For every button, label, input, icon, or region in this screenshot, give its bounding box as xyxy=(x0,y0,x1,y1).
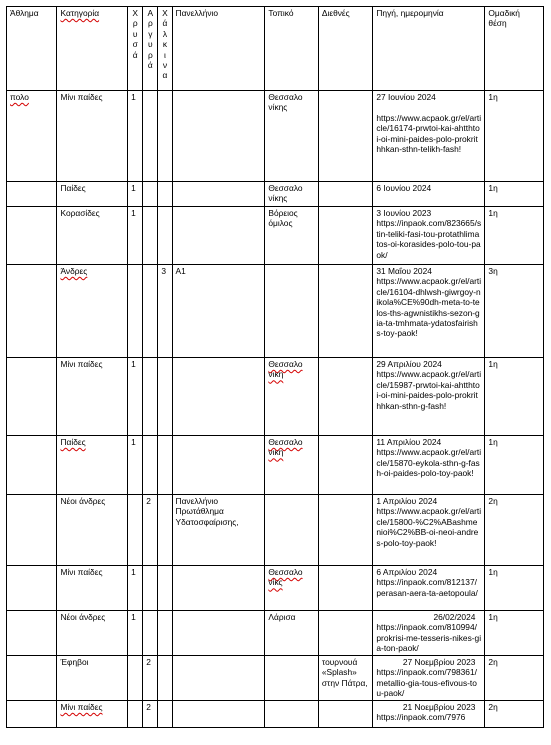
header-international: Διεθνές xyxy=(318,7,373,91)
cell-source xyxy=(373,207,485,265)
team-place-text: 1η xyxy=(488,612,498,622)
cell-gold xyxy=(128,611,143,656)
header-bronze: Χ ά λ κ ι ν α xyxy=(158,7,172,91)
cell-silver xyxy=(143,701,158,728)
cell-gold xyxy=(128,566,143,611)
cell-source xyxy=(373,265,485,358)
cell-gold xyxy=(128,91,143,182)
cell-silver xyxy=(143,91,158,182)
cell-sport xyxy=(7,611,57,656)
cell-international xyxy=(318,91,373,182)
category-text: Έφηβοι xyxy=(60,657,89,667)
cell-bronze xyxy=(158,436,172,495)
cell-team-place xyxy=(485,495,544,566)
cell-team-place xyxy=(485,91,544,182)
cell-panhellenic xyxy=(172,656,265,701)
cell-gold xyxy=(128,182,143,207)
cell-source xyxy=(373,701,485,728)
source-text: 27 Νοεμβρίου 2023 https://inpaok.com/798361/metallio-gia-tous-efivous-tou-paok/ xyxy=(376,657,477,699)
cell-category xyxy=(57,207,128,265)
header-team-place: Ομαδική θέση xyxy=(485,7,544,91)
gold-text: 1 xyxy=(131,208,136,218)
cell-international xyxy=(318,358,373,436)
team-place-text: 1η xyxy=(488,183,498,193)
local-text: Θεσσαλο νικη xyxy=(268,437,303,458)
cell-international xyxy=(318,182,373,207)
cell-source xyxy=(373,182,485,207)
cell-bronze xyxy=(158,495,172,566)
local-text: Θεσσαλο νίκης xyxy=(268,92,303,113)
gold-text: 1 xyxy=(131,359,136,369)
source-text: 26/02/2024 https://inpaok.com/810994/prokrisi-me-tesseris-nikes-gia-ton-paok/ xyxy=(376,612,482,654)
cell-source xyxy=(373,436,485,495)
silver-text: 2 xyxy=(146,702,151,712)
source-text: 21 Νοεμβρίου 2023 https://inpaok.com/7976 xyxy=(376,702,476,723)
cell-team-place xyxy=(485,207,544,265)
table-row xyxy=(7,358,544,436)
cell-category xyxy=(57,436,128,495)
cell-sport xyxy=(7,436,57,495)
sport-text: πολο xyxy=(10,92,29,102)
cell-source xyxy=(373,91,485,182)
cell-silver xyxy=(143,207,158,265)
cell-international xyxy=(318,436,373,495)
cell-panhellenic xyxy=(172,207,265,265)
cell-local xyxy=(265,656,318,701)
cell-panhellenic xyxy=(172,701,265,728)
cell-gold xyxy=(128,701,143,728)
team-place-text: 1η xyxy=(488,359,498,369)
gold-text: 1 xyxy=(131,612,136,622)
category-text: Κορασίδες xyxy=(60,208,100,218)
local-text: Θεσσαλο νίκς xyxy=(268,567,303,588)
cell-bronze xyxy=(158,358,172,436)
category-text: Μίνι παίδες xyxy=(60,359,103,369)
cell-sport xyxy=(7,701,57,728)
cell-sport xyxy=(7,182,57,207)
header-panhellenic: Πανελλήνιο xyxy=(172,7,265,91)
cell-team-place xyxy=(485,358,544,436)
cell-local xyxy=(265,358,318,436)
category-text: Άνδρες xyxy=(60,266,88,276)
source-text: 6 Ιουνίου 2024 xyxy=(376,183,432,193)
cell-source xyxy=(373,611,485,656)
cell-silver xyxy=(143,495,158,566)
cell-gold xyxy=(128,656,143,701)
cell-source xyxy=(373,566,485,611)
cell-local xyxy=(265,207,318,265)
cell-team-place xyxy=(485,566,544,611)
cell-sport xyxy=(7,495,57,566)
team-place-text: 1η xyxy=(488,208,498,218)
cell-international xyxy=(318,495,373,566)
cell-gold xyxy=(128,358,143,436)
category-text: Μίνι παίδες xyxy=(60,567,103,577)
bronze-text: 3 xyxy=(161,266,167,276)
cell-sport xyxy=(7,358,57,436)
table-row xyxy=(7,182,544,207)
cell-source xyxy=(373,656,485,701)
local-text: Θεσσαλο νικη xyxy=(268,359,303,380)
international-text: τουρνουά «Splash» στην Πάτρα, xyxy=(321,657,368,688)
cell-international xyxy=(318,611,373,656)
cell-local xyxy=(265,495,318,566)
cell-international xyxy=(318,566,373,611)
team-place-text: 1η xyxy=(488,567,498,577)
cell-local xyxy=(265,182,318,207)
cell-local xyxy=(265,566,318,611)
cell-panhellenic xyxy=(172,182,265,207)
source-text: 3 Ιουνίου 2023 https://inpaok.com/823665/stin-teliki-fasi-tou-protathlimatos-oi-korasides-polo-tou-paok/ xyxy=(376,208,482,260)
cell-sport xyxy=(7,207,57,265)
gold-text: 1 xyxy=(131,92,136,102)
header-sport: Άθλημα xyxy=(7,7,57,91)
cell-bronze xyxy=(158,656,172,701)
table-row xyxy=(7,611,544,656)
cell-silver xyxy=(143,566,158,611)
cell-silver xyxy=(143,656,158,701)
cell-silver xyxy=(143,436,158,495)
cell-bronze xyxy=(158,265,172,358)
table-row xyxy=(7,701,544,728)
category-text: Μίνι παίδες xyxy=(60,702,103,712)
local-text: Βόρειος όμιλος xyxy=(268,208,298,229)
cell-bronze xyxy=(158,207,172,265)
cell-local xyxy=(265,265,318,358)
cell-category xyxy=(57,701,128,728)
source-text: 11 Απριλίου 2024 https://www.acpaok.gr/el/article/15870-eykola-sthn-g-fash-oi-paides-polo-toy-paok! xyxy=(376,437,482,479)
cell-sport xyxy=(7,566,57,611)
cell-international xyxy=(318,701,373,728)
local-text: Λάρισα xyxy=(268,612,296,622)
cell-category xyxy=(57,656,128,701)
team-place-text: 2η xyxy=(488,496,498,506)
source-text: 31 Μαΐου 2024 https://www.acpaok.gr/el/article/16104-dhlwsh-giwrgoy-nikola%CE%90dh-meta-to-telos-ths-agwnistikhs-sezon-gia-ta-tmhmata-ydatosfairishs-toy-paok! xyxy=(376,266,482,339)
header-source: Πηγή, ημερομηνία xyxy=(373,7,485,91)
cell-local xyxy=(265,436,318,495)
cell-bronze xyxy=(158,182,172,207)
team-place-text: 2η xyxy=(488,657,498,667)
source-text: 29 Απριλίου 2024 https://www.acpaok.gr/el/article/15987-prwtoi-kai-ahtthtoi-oi-mini-paides-polo-prokrithhkan-sthn-g-fash! xyxy=(376,359,482,411)
table-row xyxy=(7,566,544,611)
cell-team-place xyxy=(485,436,544,495)
cell-international xyxy=(318,265,373,358)
cell-category xyxy=(57,182,128,207)
cell-team-place xyxy=(485,656,544,701)
header-row xyxy=(7,7,544,91)
cell-team-place xyxy=(485,701,544,728)
source-text: 1 Απριλίου 2024 https://www.acpaok.gr/el/article/15800-%C2%ABashmenioi%C2%BB-oi-neoi-andres-polo-toy-paok! xyxy=(376,496,482,548)
cell-category xyxy=(57,265,128,358)
cell-panhellenic xyxy=(172,265,265,358)
cell-category xyxy=(57,611,128,656)
cell-gold xyxy=(128,436,143,495)
cell-silver xyxy=(143,611,158,656)
cell-silver xyxy=(143,265,158,358)
table-row xyxy=(7,207,544,265)
table-row xyxy=(7,656,544,701)
cell-source xyxy=(373,495,485,566)
header-local: Τοπικό xyxy=(265,7,318,91)
category-text: Μίνι παίδες xyxy=(60,92,103,102)
category-text: Παίδες xyxy=(60,183,86,193)
source-text: 6 Απριλίου 2024 https://inpaok.com/812137/perasan-aera-ta-aetopoula/ xyxy=(376,567,478,598)
cell-category xyxy=(57,566,128,611)
cell-team-place xyxy=(485,611,544,656)
cell-panhellenic xyxy=(172,495,265,566)
cell-source xyxy=(373,358,485,436)
gold-text: 1 xyxy=(131,567,136,577)
cell-panhellenic xyxy=(172,358,265,436)
medals-table xyxy=(6,6,544,728)
category-text: Νέοι άνδρες xyxy=(60,496,106,506)
table-row xyxy=(7,495,544,566)
cell-sport xyxy=(7,265,57,358)
table-row xyxy=(7,265,544,358)
category-text: Παίδες xyxy=(60,437,86,447)
gold-text: 1 xyxy=(131,437,136,447)
team-place-text: 1η xyxy=(488,92,498,102)
category-text: Νέοι άνδρες xyxy=(60,612,106,622)
cell-international xyxy=(318,207,373,265)
cell-local xyxy=(265,611,318,656)
cell-category xyxy=(57,91,128,182)
local-text: Θεσσαλο νίκης xyxy=(268,183,303,204)
panhellenic-text: Πανελλήνιο Πρωτάθλημα Υδατοσφαίρισης, xyxy=(175,496,239,527)
silver-text: 2 xyxy=(146,496,151,506)
cell-bronze xyxy=(158,701,172,728)
cell-team-place xyxy=(485,265,544,358)
cell-panhellenic xyxy=(172,566,265,611)
table-row xyxy=(7,91,544,182)
cell-bronze xyxy=(158,611,172,656)
table-row xyxy=(7,436,544,495)
cell-sport xyxy=(7,656,57,701)
cell-silver xyxy=(143,182,158,207)
cell-international xyxy=(318,656,373,701)
header-silver: Α ρ γ υ ρ ά xyxy=(143,7,158,91)
source-text: 27 Ιουνίου 2024 https://www.acpaok.gr/el/article/16174-prwtoi-kai-ahtthtoi-oi-mini-paides-polo-prokrithhkan-sthn-telikh-fash! xyxy=(376,92,482,155)
header-category: Κατηγορία xyxy=(57,7,128,91)
cell-category xyxy=(57,495,128,566)
cell-gold xyxy=(128,495,143,566)
silver-text: 2 xyxy=(146,657,151,667)
cell-bronze xyxy=(158,566,172,611)
cell-panhellenic xyxy=(172,436,265,495)
cell-gold xyxy=(128,207,143,265)
team-place-text: 3η xyxy=(488,266,498,276)
cell-local xyxy=(265,91,318,182)
team-place-text: 1η xyxy=(488,437,498,447)
cell-panhellenic xyxy=(172,91,265,182)
cell-sport xyxy=(7,91,57,182)
cell-gold xyxy=(128,265,143,358)
gold-text: 1 xyxy=(131,183,136,193)
team-place-text: 2η xyxy=(488,702,498,712)
cell-silver xyxy=(143,358,158,436)
cell-local xyxy=(265,701,318,728)
cell-panhellenic xyxy=(172,611,265,656)
cell-bronze xyxy=(158,91,172,182)
cell-team-place xyxy=(485,182,544,207)
panhellenic-text: Α1 xyxy=(175,266,186,276)
cell-category xyxy=(57,358,128,436)
header-gold: Χ ρ υ σ ά xyxy=(128,7,143,91)
